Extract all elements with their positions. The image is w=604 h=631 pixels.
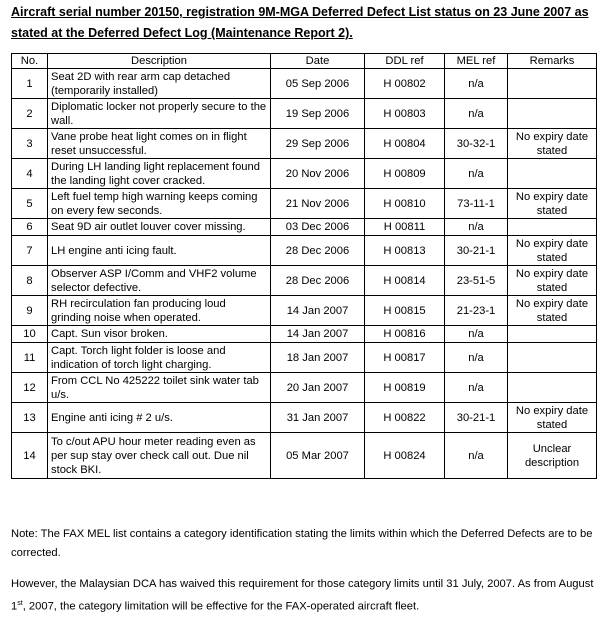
header-description: Description — [48, 54, 271, 69]
cell-no: 7 — [12, 236, 48, 266]
cell-remarks: Unclear description — [508, 433, 597, 479]
cell-description: From CCL No 425222 toilet sink water tab u/s. — [48, 373, 271, 403]
cell-no: 12 — [12, 373, 48, 403]
cell-ddl-ref: H 00815 — [365, 296, 445, 326]
cell-date: 20 Jan 2007 — [271, 373, 365, 403]
cell-ddl-ref: H 00803 — [365, 99, 445, 129]
cell-no: 13 — [12, 403, 48, 433]
cell-remarks: No expiry date stated — [508, 189, 597, 219]
table-row — [12, 219, 597, 236]
cell-remarks: No expiry date stated — [508, 403, 597, 433]
cell-mel-ref: 30-21-1 — [445, 403, 508, 433]
document-title: Aircraft serial number 20150, registration 9M-MGA Deferred Defect List status on 23 June 2007 as stated at the Deferred Defect Log (Maintenance Report 2). — [11, 5, 589, 40]
cell-ddl-ref: H 00816 — [365, 326, 445, 343]
cell-no: 5 — [12, 189, 48, 219]
cell-mel-ref: n/a — [445, 159, 508, 189]
table-header-row — [12, 54, 597, 69]
header-no: No. — [12, 54, 48, 69]
cell-description: Seat 2D with rear arm cap detached (temporarily installed) — [48, 69, 271, 99]
cell-no: 4 — [12, 159, 48, 189]
cell-mel-ref: 23-51-5 — [445, 266, 508, 296]
cell-no: 3 — [12, 129, 48, 159]
cell-date: 21 Nov 2006 — [271, 189, 365, 219]
cell-description: RH recirculation fan producing loud grinding noise when operated. — [48, 296, 271, 326]
cell-remarks — [508, 373, 597, 403]
cell-ddl-ref: H 00804 — [365, 129, 445, 159]
cell-no: 11 — [12, 343, 48, 373]
cell-no: 10 — [12, 326, 48, 343]
cell-ddl-ref: H 00813 — [365, 236, 445, 266]
cell-description: LH engine anti icing fault. — [48, 236, 271, 266]
cell-mel-ref: n/a — [445, 373, 508, 403]
cell-no: 2 — [12, 99, 48, 129]
header-date: Date — [271, 54, 365, 69]
cell-date: 05 Mar 2007 — [271, 433, 365, 479]
table-row — [12, 189, 597, 219]
cell-no: 9 — [12, 296, 48, 326]
header-ddl-ref: DDL ref — [365, 54, 445, 69]
cell-date: 14 Jan 2007 — [271, 326, 365, 343]
cell-date: 19 Sep 2006 — [271, 99, 365, 129]
cell-description: Capt. Sun visor broken. — [48, 326, 271, 343]
cell-remarks: No expiry date stated — [508, 236, 597, 266]
cell-no: 8 — [12, 266, 48, 296]
cell-date: 28 Dec 2006 — [271, 266, 365, 296]
cell-ddl-ref: H 00814 — [365, 266, 445, 296]
cell-mel-ref: 30-21-1 — [445, 236, 508, 266]
cell-ddl-ref: H 00819 — [365, 373, 445, 403]
cell-mel-ref: n/a — [445, 219, 508, 236]
cell-mel-ref: n/a — [445, 99, 508, 129]
table-row — [12, 99, 597, 129]
table-row — [12, 296, 597, 326]
cell-mel-ref: 73-11-1 — [445, 189, 508, 219]
cell-ddl-ref: H 00822 — [365, 403, 445, 433]
cell-remarks: No expiry date stated — [508, 296, 597, 326]
cell-description: Seat 9D air outlet louver cover missing. — [48, 219, 271, 236]
cell-remarks: No expiry date stated — [508, 129, 597, 159]
cell-remarks: No expiry date stated — [508, 266, 597, 296]
cell-remarks — [508, 99, 597, 129]
table-row — [12, 236, 597, 266]
note-waiver-text-start: However, the Malaysian DCA has waived this requirement for those category limits until 31 July, 2007. As from August 1 — [11, 578, 594, 613]
cell-description: Observer ASP I/Comm and VHF2 volume selector defective. — [48, 266, 271, 296]
table-row — [12, 129, 597, 159]
table-body — [12, 69, 597, 479]
cell-remarks — [508, 326, 597, 343]
note-category-limits: Note: The FAX MEL list contains a category identification stating the limits within which the Deferred Defects are to be corrected. — [11, 528, 593, 559]
cell-date: 20 Nov 2006 — [271, 159, 365, 189]
cell-description: Diplomatic locker not properly secure to the wall. — [48, 99, 271, 129]
cell-description: Vane probe heat light comes on in flight reset unsuccessful. — [48, 129, 271, 159]
cell-remarks — [508, 159, 597, 189]
cell-no: 14 — [12, 433, 48, 479]
cell-mel-ref: n/a — [445, 326, 508, 343]
cell-description: Engine anti icing # 2 u/s. — [48, 403, 271, 433]
table-row — [12, 69, 597, 99]
cell-ddl-ref: H 00817 — [365, 343, 445, 373]
header-remarks: Remarks — [508, 54, 597, 69]
cell-date: 18 Jan 2007 — [271, 343, 365, 373]
cell-ddl-ref: H 00810 — [365, 189, 445, 219]
cell-date: 29 Sep 2006 — [271, 129, 365, 159]
cell-description: To c/out APU hour meter reading even as per sup stay over check call out. Due nil stock BKI. — [48, 433, 271, 479]
cell-ddl-ref: H 00824 — [365, 433, 445, 479]
cell-mel-ref: n/a — [445, 69, 508, 99]
cell-remarks — [508, 69, 597, 99]
cell-ddl-ref: H 00802 — [365, 69, 445, 99]
header-mel-ref: MEL ref — [445, 54, 508, 69]
cell-remarks — [508, 219, 597, 236]
cell-mel-ref: n/a — [445, 343, 508, 373]
cell-date: 14 Jan 2007 — [271, 296, 365, 326]
note-dca-waiver — [11, 575, 596, 617]
note-waiver-ordinal: st — [17, 600, 23, 607]
cell-date: 28 Dec 2006 — [271, 236, 365, 266]
table-row — [12, 266, 597, 296]
cell-ddl-ref: H 00811 — [365, 219, 445, 236]
table-row — [12, 159, 597, 189]
cell-description: Capt. Torch light folder is loose and indication of torch light charging. — [48, 343, 271, 373]
cell-date: 03 Dec 2006 — [271, 219, 365, 236]
cell-date: 05 Sep 2006 — [271, 69, 365, 99]
cell-ddl-ref: H 00809 — [365, 159, 445, 189]
cell-description: During LH landing light replacement found the landing light cover cracked. — [48, 159, 271, 189]
cell-no: 6 — [12, 219, 48, 236]
cell-mel-ref: n/a — [445, 433, 508, 479]
cell-mel-ref: 30-32-1 — [445, 129, 508, 159]
table-row — [12, 326, 597, 343]
table-row — [12, 403, 597, 433]
table-row — [12, 343, 597, 373]
deferred-defect-table — [11, 53, 597, 479]
cell-description: Left fuel temp high warning keeps coming on every few seconds. — [48, 189, 271, 219]
cell-mel-ref: 21-23-1 — [445, 296, 508, 326]
notes-section — [11, 525, 596, 629]
cell-no: 1 — [12, 69, 48, 99]
cell-remarks — [508, 343, 597, 373]
cell-date: 31 Jan 2007 — [271, 403, 365, 433]
table-row — [12, 433, 597, 479]
note-waiver-text-end: , 2007, the category limitation will be effective for the FAX-operated aircraft fleet. — [22, 600, 420, 613]
table-row — [12, 373, 597, 403]
